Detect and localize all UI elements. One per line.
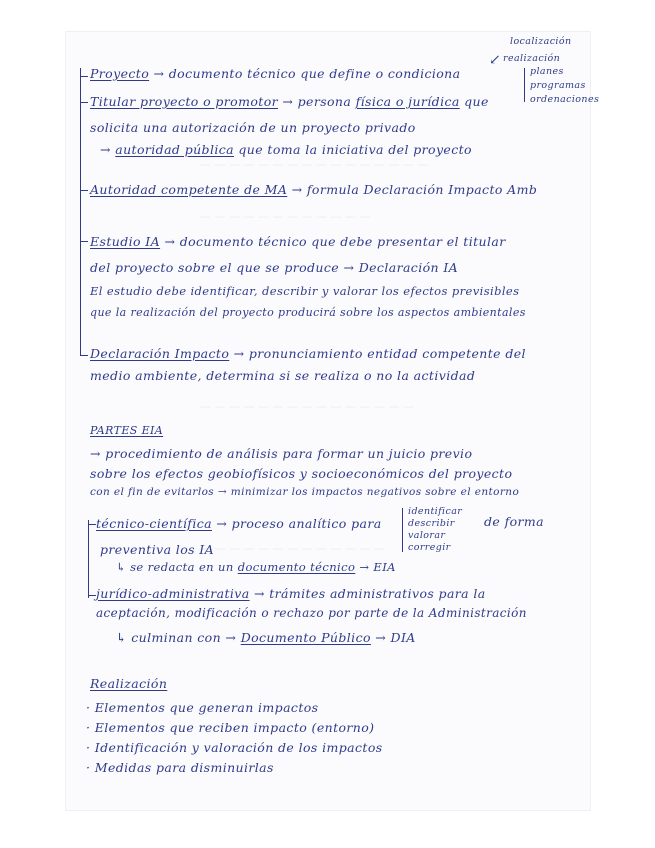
arrow-glyph: ↙ bbox=[489, 52, 502, 68]
list-item: corregir bbox=[408, 542, 451, 553]
bracket-tick bbox=[80, 76, 88, 77]
term: Estudio IA bbox=[90, 234, 161, 249]
top-right-subitem: programas bbox=[530, 80, 586, 91]
definition: → documento técnico que define o condiciona bbox=[153, 66, 461, 81]
bleed-through-text: — — — — — — — — — — — — — bbox=[200, 542, 385, 555]
top-right-subitem: ordenaciones bbox=[530, 94, 600, 105]
text-line: aceptación, modificación o rechazo por parte de la Administración bbox=[96, 606, 527, 620]
definition: ↳ culminan con → bbox=[116, 630, 237, 645]
definition-line bbox=[100, 142, 472, 157]
definition: → formula Declaración Impacto Amb bbox=[291, 182, 538, 197]
partes-bracket bbox=[88, 520, 89, 598]
text-line: → procedimiento de análisis para formar un juicio previo bbox=[90, 446, 473, 461]
term: Proyecto bbox=[90, 66, 150, 81]
term: física o jurídica bbox=[355, 94, 460, 109]
definition: → proceso analítico para bbox=[216, 516, 382, 531]
section-heading: Realización bbox=[90, 676, 168, 691]
definition-line bbox=[96, 516, 382, 531]
definition: → persona bbox=[282, 94, 352, 109]
definition-line bbox=[116, 560, 396, 574]
top-right-item: realización bbox=[503, 53, 561, 64]
term: Autoridad competente de MA bbox=[90, 182, 288, 197]
list-item: · Elementos que generan impactos bbox=[86, 700, 319, 715]
text-line: con el fin de evitarlos → minimizar los impactos negativos sobre el entorno bbox=[90, 486, 520, 498]
top-right-item: localización bbox=[510, 36, 572, 47]
bracket-tick bbox=[80, 190, 88, 191]
bleed-through-text: — — — — — — — — — — — — bbox=[200, 210, 371, 223]
list-item: describir bbox=[408, 518, 455, 529]
term: autoridad pública bbox=[115, 142, 235, 157]
term: Declaración Impacto bbox=[90, 346, 230, 361]
section-bracket bbox=[80, 68, 81, 356]
term: jurídico-administrativa bbox=[96, 586, 250, 601]
list-item: · Medidas para disminuirlas bbox=[86, 760, 274, 775]
term: técnico-científica bbox=[96, 516, 212, 531]
bleed-through-text: — — — — — — — — — — — — — — — — bbox=[200, 158, 429, 171]
list-bracket bbox=[402, 508, 403, 552]
term: documento técnico bbox=[237, 560, 356, 574]
text-line: sobre los efectos geobiofísicos y socioeconómicos del proyecto bbox=[90, 466, 513, 481]
section-heading: PARTES EIA bbox=[90, 424, 164, 437]
top-right-bracket bbox=[524, 68, 525, 102]
definition: → DIA bbox=[375, 630, 416, 645]
text-line: del proyecto sobre el que se produce → Declaración IA bbox=[90, 260, 459, 275]
definition: que bbox=[464, 94, 489, 109]
definition-line bbox=[116, 630, 416, 645]
definition: → trámites administrativos para la bbox=[253, 586, 486, 601]
list-item: · Identificación y valoración de los impactos bbox=[86, 740, 383, 755]
bracket-tick bbox=[88, 595, 96, 596]
definition-line bbox=[90, 66, 461, 81]
definition-line bbox=[90, 234, 506, 249]
list-item: · Elementos que reciben impacto (entorno) bbox=[86, 720, 375, 735]
list-item: identificar bbox=[408, 506, 463, 517]
term: Titular proyecto o promotor bbox=[90, 94, 278, 109]
bracket-tick bbox=[80, 355, 88, 356]
bracket-tick bbox=[88, 524, 96, 525]
arrow-glyph: → bbox=[100, 142, 111, 157]
bracket-tick bbox=[80, 102, 88, 103]
definition: → pronunciamiento entidad competente del bbox=[233, 346, 526, 361]
bracket-tick bbox=[80, 241, 88, 242]
definition: ↳ se redacta en un bbox=[116, 560, 234, 574]
top-right-subitem: planes bbox=[530, 66, 564, 77]
list-item: valorar bbox=[408, 530, 446, 541]
text-line: medio ambiente, determina si se realiza o no la actividad bbox=[90, 368, 476, 383]
term: Documento Público bbox=[240, 630, 371, 645]
definition-line bbox=[90, 182, 537, 197]
definition-line bbox=[90, 94, 489, 109]
definition: que toma la iniciativa del proyecto bbox=[238, 142, 472, 157]
definition-line bbox=[96, 586, 486, 601]
text-line: solicita una autorización de un proyecto privado bbox=[90, 120, 416, 135]
bleed-through-text: — — — — — — — — — — — — — — — bbox=[200, 400, 414, 413]
definition-line bbox=[90, 346, 526, 361]
text-line: de forma bbox=[484, 514, 545, 529]
definition: → EIA bbox=[359, 560, 396, 574]
text-line: que la realización del proyecto producirá sobre los aspectos ambientales bbox=[90, 306, 526, 319]
text-line: preventiva los IA bbox=[100, 542, 215, 557]
definition: → documento técnico que debe presentar el titular bbox=[164, 234, 506, 249]
text-line: El estudio debe identificar, describir y valorar los efectos previsibles bbox=[90, 284, 520, 298]
